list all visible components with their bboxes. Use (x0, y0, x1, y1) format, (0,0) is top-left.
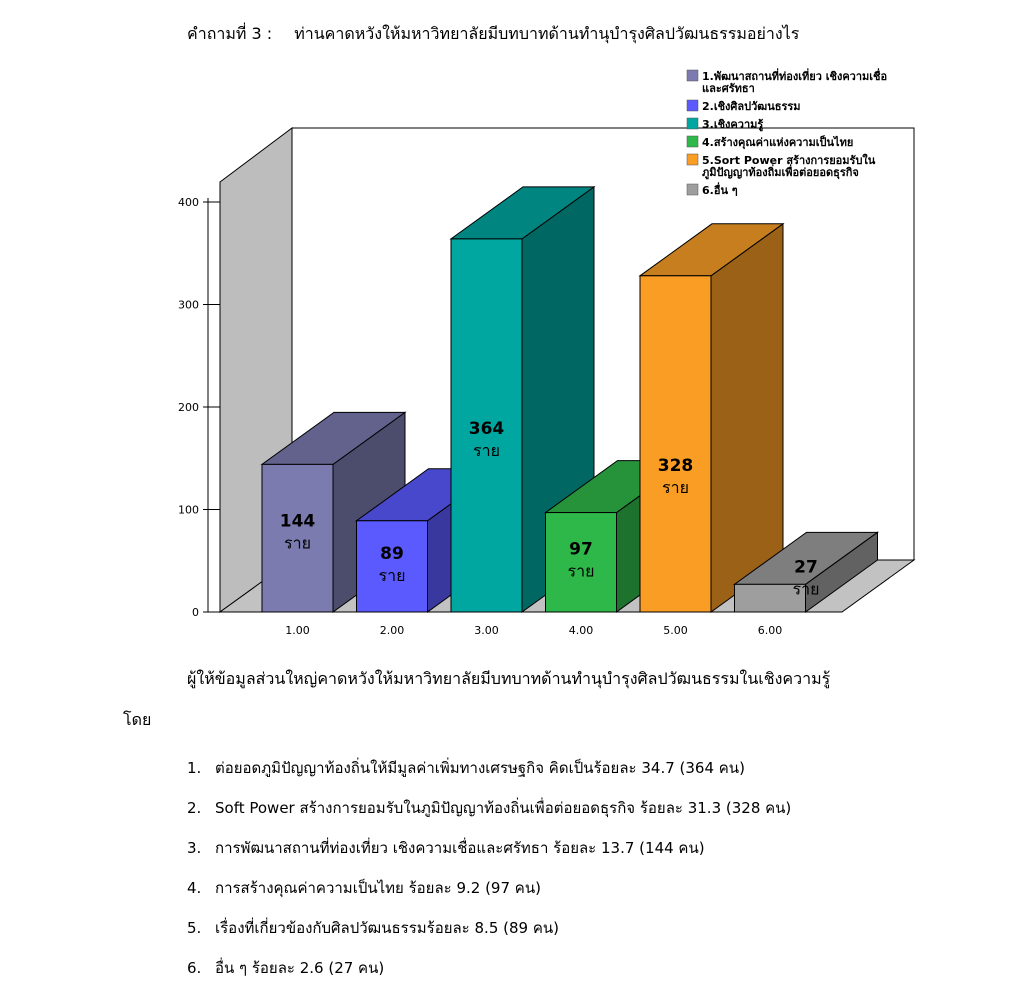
y-tick-label: 0 (192, 606, 199, 619)
ranking-list (187, 758, 791, 998)
x-tick-label: 4.00 (568, 624, 594, 637)
legend-label: 4.สร้างคุณค่าแห่งความเป็นไทย (702, 136, 854, 149)
y-tick-label: 400 (178, 196, 199, 209)
legend-swatch (687, 100, 698, 111)
list-item: 4. การสร้างคุณค่าความเป็นไทย ร้อยละ 9.2 (97 คน) (187, 879, 541, 897)
question-number: คำถามที่ 3 : (187, 24, 273, 43)
x-tick-label: 6.00 (757, 624, 783, 637)
value-label: 97 (569, 539, 593, 560)
summary-text: ผู้ให้ข้อมูลส่วนใหญ่คาดหวังให้มหาวิทยาลัยมีบทบาทด้านทำนุบำรุงศิลปวัฒนธรรมในเชิงความรู้ (187, 669, 831, 688)
value-label: 364 (468, 418, 505, 439)
unit-label: ราย (284, 533, 311, 553)
legend-swatch (687, 184, 698, 195)
list-item: 2. Soft Power สร้างการยอมรับในภูมิปัญญาท้องถิ่นเพื่อต่อยอดธุรกิจ ร้อยละ 31.3 (328 คน) (187, 799, 792, 817)
legend-label: 3.เชิงความรู้ (702, 118, 764, 131)
legend-swatch (687, 154, 698, 165)
bar-5 (640, 276, 711, 612)
legend-label: และศรัทธา (702, 82, 755, 95)
unit-label: ราย (378, 566, 406, 586)
x-tick-label: 3.00 (474, 624, 499, 637)
bar-side-5 (711, 224, 783, 612)
list-item: 3. การพัฒนาสถานที่ท่องเที่ยว เชิงความเชื่อและศรัทธา ร้อยละ 13.7 (144 คน) (187, 839, 705, 857)
value-label: 144 (279, 511, 316, 532)
unit-label: ราย (473, 440, 500, 460)
value-label: 89 (380, 544, 404, 565)
legend-swatch (687, 70, 698, 81)
legend-label: ภูมิปัญญาท้องถิ่มเพื่อต่อยอดธุรกิจ (702, 166, 859, 179)
x-tick-label: 1.00 (285, 624, 310, 637)
summary-continuation: โดย (123, 710, 152, 729)
list-item: 6. อื่น ๆ ร้อยละ 2.6 (27 คน) (187, 959, 385, 977)
y-tick-label: 100 (178, 503, 199, 517)
legend-swatch (687, 118, 698, 129)
list-item: 1. ต่อยอดภูมิปัญญาท้องถิ่นให้มีมูลค่าเพิ่มทางเศรษฐกิจ คิดเป็นร้อยละ 34.7 (364 คน) (187, 759, 745, 777)
value-label: 328 (657, 455, 694, 476)
unit-label: ราย (567, 561, 595, 581)
list-item: 5. เรื่องที่เกี่ยวข้องกับศิลปวัฒนธรรมร้อยละ 8.5 (89 คน) (187, 919, 559, 937)
question-text: ท่านคาดหวังให้มหาวิทยาลัยมีบทบาทด้านทำนุบำรุงศิลปวัฒนธรรมอย่างไร (294, 24, 800, 43)
unit-label: ราย (792, 579, 820, 599)
legend-label: 2.เชิงศิลปวัฒนธรรม (702, 100, 801, 113)
value-label: 27 (794, 557, 818, 578)
x-tick-label: 2.00 (379, 624, 405, 637)
legend-label: 1.พัฒนาสถานที่ท่องเที่ยว เชิงความเชื่อ (702, 70, 888, 83)
y-tick-label: 200 (178, 401, 199, 414)
y-tick-label: 300 (178, 298, 199, 312)
legend-label: 5.Sort Power สร้างการยอมรับใน (702, 154, 876, 167)
legend-swatch (687, 136, 698, 147)
x-tick-label: 5.00 (663, 624, 688, 637)
unit-label: ราย (662, 477, 689, 497)
legend-label: 6.อื่น ๆ (702, 184, 738, 197)
